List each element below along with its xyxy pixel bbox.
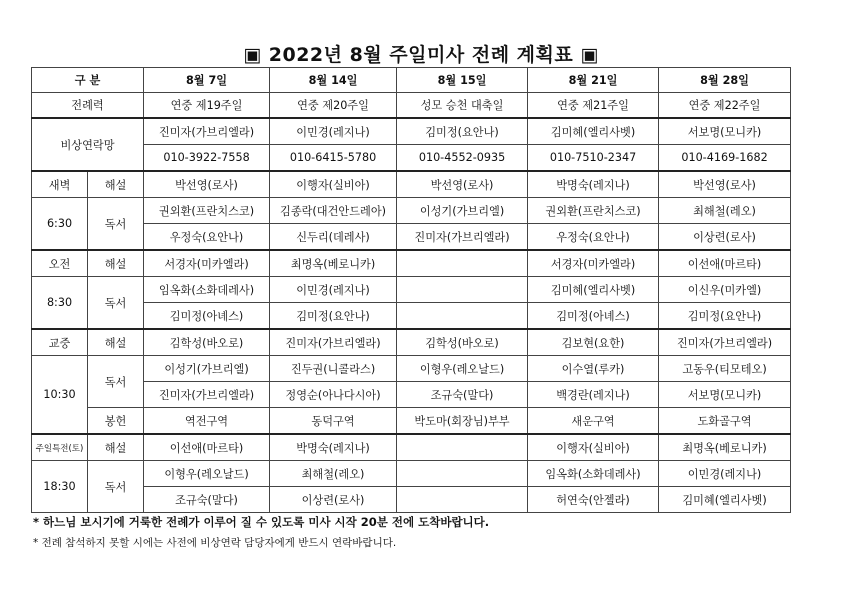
cell: 권외환(프란치스코) — [528, 198, 659, 224]
commentary-label: 해설 — [88, 434, 144, 461]
cell: 김종락(대건안드레아) — [270, 198, 397, 224]
cell: 이수열(루카) — [528, 356, 659, 382]
cell: 서경자(미카엘라) — [528, 250, 659, 277]
cell: 조규숙(말다) — [397, 382, 528, 408]
cell: 이신우(미카엘) — [659, 277, 791, 303]
eve-time: 18:30 — [32, 461, 88, 513]
cell: 김미정(아녜스) — [528, 303, 659, 330]
cell: 신두리(데레사) — [270, 224, 397, 251]
emergency-phone: 010-3922-7558 — [144, 145, 270, 172]
joint-label: 교중 — [32, 329, 88, 356]
cell: 서보명(모니카) — [659, 382, 791, 408]
cell: 이형우(레오날드) — [144, 461, 270, 487]
joint-commentary-row — [32, 329, 791, 356]
joint-offering-row — [32, 408, 791, 435]
cell: 우정숙(요안나) — [528, 224, 659, 251]
joint-reading2-row — [32, 382, 791, 408]
cell — [397, 277, 528, 303]
cell: 정영순(아나다시아) — [270, 382, 397, 408]
cell: 이행자(실비아) — [270, 171, 397, 198]
cell: 이상련(로사) — [659, 224, 791, 251]
dawn-reading1-row — [32, 198, 791, 224]
cell: 김학성(바오로) — [397, 329, 528, 356]
cell: 김학성(바오로) — [144, 329, 270, 356]
header-row-liturgy — [32, 93, 791, 119]
emergency-name: 진미자(가브리엘라) — [144, 118, 270, 145]
cell: 김미정(아녜스) — [144, 303, 270, 330]
emergency-phone: 010-6415-5780 — [270, 145, 397, 172]
cell: 박선영(로사) — [397, 171, 528, 198]
commentary-label: 해설 — [88, 250, 144, 277]
cell: 박명숙(레지나) — [270, 434, 397, 461]
note-absence: * 전례 참석하지 못할 시에는 사전에 비상연락 담당자에게 반드시 연락바랍니다. — [33, 537, 397, 549]
cell: 이상련(로사) — [270, 487, 397, 513]
emergency-phone: 010-4552-0935 — [397, 145, 528, 172]
cell: 동덕구역 — [270, 408, 397, 435]
dawn-commentary-row — [32, 171, 791, 198]
cell: 이성기(가브리엘) — [397, 198, 528, 224]
morning-label: 오전 — [32, 250, 88, 277]
schedule-table — [31, 67, 791, 513]
header-row-dates — [32, 68, 791, 93]
liturgy-cell: 연중 제19주일 — [144, 93, 270, 119]
eve-label: 주일특전(토) — [32, 434, 88, 461]
emergency-label: 비상연락망 — [32, 118, 144, 171]
cell — [397, 487, 528, 513]
cell: 박명숙(레지나) — [528, 171, 659, 198]
date-cell: 8월 21일 — [528, 68, 659, 93]
emergency-phones-row — [32, 145, 791, 172]
reading-label: 독서 — [88, 277, 144, 330]
emergency-names-row — [32, 118, 791, 145]
cell — [397, 303, 528, 330]
joint-time: 10:30 — [32, 356, 88, 435]
eve-reading1-row — [32, 461, 791, 487]
liturgy-cell: 연중 제21주일 — [528, 93, 659, 119]
date-cell: 8월 7일 — [144, 68, 270, 93]
cell: 이민경(레지나) — [270, 277, 397, 303]
emergency-phone: 010-7510-2347 — [528, 145, 659, 172]
liturgy-cell: 성모 승천 대축일 — [397, 93, 528, 119]
cell — [397, 434, 528, 461]
cell: 김미정(요안나) — [659, 303, 791, 330]
morning-reading1-row — [32, 277, 791, 303]
morning-commentary-row — [32, 250, 791, 277]
cell — [397, 461, 528, 487]
header-gubun: 구 분 — [32, 68, 144, 93]
cell: 권외환(프란치스코) — [144, 198, 270, 224]
emergency-name: 김미혜(엘리사벳) — [528, 118, 659, 145]
liturgy-cell: 연중 제20주일 — [270, 93, 397, 119]
dawn-time: 6:30 — [32, 198, 88, 251]
cell: 이선애(마르타) — [659, 250, 791, 277]
cell: 최명옥(베로니카) — [270, 250, 397, 277]
offering-label: 봉헌 — [88, 408, 144, 435]
reading-label: 독서 — [88, 198, 144, 251]
page-title: ▣ 2022년 8월 주일미사 전례 계획표 ▣ — [243, 44, 599, 66]
date-cell: 8월 14일 — [270, 68, 397, 93]
morning-time: 8:30 — [32, 277, 88, 330]
cell: 이민경(레지나) — [659, 461, 791, 487]
cell: 백경란(레지나) — [528, 382, 659, 408]
cell: 우정숙(요안나) — [144, 224, 270, 251]
morning-reading2-row — [32, 303, 791, 330]
cell: 이행자(실비아) — [528, 434, 659, 461]
cell: 진미자(가브리엘라) — [397, 224, 528, 251]
emergency-name: 이민경(레지나) — [270, 118, 397, 145]
cell: 박선영(로사) — [659, 171, 791, 198]
cell: 도화골구역 — [659, 408, 791, 435]
cell: 임옥화(소화데레사) — [144, 277, 270, 303]
cell: 임옥화(소화데레사) — [528, 461, 659, 487]
cell: 최해철(레오) — [270, 461, 397, 487]
cell: 최해철(레오) — [659, 198, 791, 224]
cell: 서경자(미카엘라) — [144, 250, 270, 277]
joint-reading1-row — [32, 356, 791, 382]
note-arrival: * 하느님 보시기에 거룩한 전례가 이루어 질 수 있도록 미사 시작 20분 전에 도착바랍니다. — [33, 515, 490, 529]
date-cell: 8월 15일 — [397, 68, 528, 93]
eve-commentary-row — [32, 434, 791, 461]
cell: 김미혜(엘리사벳) — [659, 487, 791, 513]
emergency-phone: 010-4169-1682 — [659, 145, 791, 172]
cell: 김미정(요안나) — [270, 303, 397, 330]
cell: 진두권(니콜라스) — [270, 356, 397, 382]
cell: 최명옥(베로니카) — [659, 434, 791, 461]
cell: 진미자(가브리엘라) — [270, 329, 397, 356]
dawn-label: 새벽 — [32, 171, 88, 198]
date-cell: 8월 28일 — [659, 68, 791, 93]
dawn-reading2-row — [32, 224, 791, 251]
cell — [397, 250, 528, 277]
cell: 박도마(회장님)부부 — [397, 408, 528, 435]
cell: 김미혜(엘리사벳) — [528, 277, 659, 303]
liturgy-cell: 연중 제22주일 — [659, 93, 791, 119]
emergency-name: 서보명(모니카) — [659, 118, 791, 145]
cell: 새운구역 — [528, 408, 659, 435]
cell: 김보현(요한) — [528, 329, 659, 356]
cell: 허연숙(안젤라) — [528, 487, 659, 513]
reading-label: 독서 — [88, 461, 144, 513]
reading-label: 독서 — [88, 356, 144, 408]
cell: 진미자(가브리엘라) — [659, 329, 791, 356]
cell: 조규숙(말다) — [144, 487, 270, 513]
cell: 역전구역 — [144, 408, 270, 435]
eve-reading2-row — [32, 487, 791, 513]
cell: 이형우(레오날드) — [397, 356, 528, 382]
cell: 고동우(티모테오) — [659, 356, 791, 382]
cell: 박선영(로사) — [144, 171, 270, 198]
commentary-label: 해설 — [88, 329, 144, 356]
cell: 이성기(가브리엘) — [144, 356, 270, 382]
liturgy-label: 전례력 — [32, 93, 144, 119]
cell: 이선애(마르타) — [144, 434, 270, 461]
cell: 진미자(가브리엘라) — [144, 382, 270, 408]
commentary-label: 해설 — [88, 171, 144, 198]
emergency-name: 김미정(요안나) — [397, 118, 528, 145]
